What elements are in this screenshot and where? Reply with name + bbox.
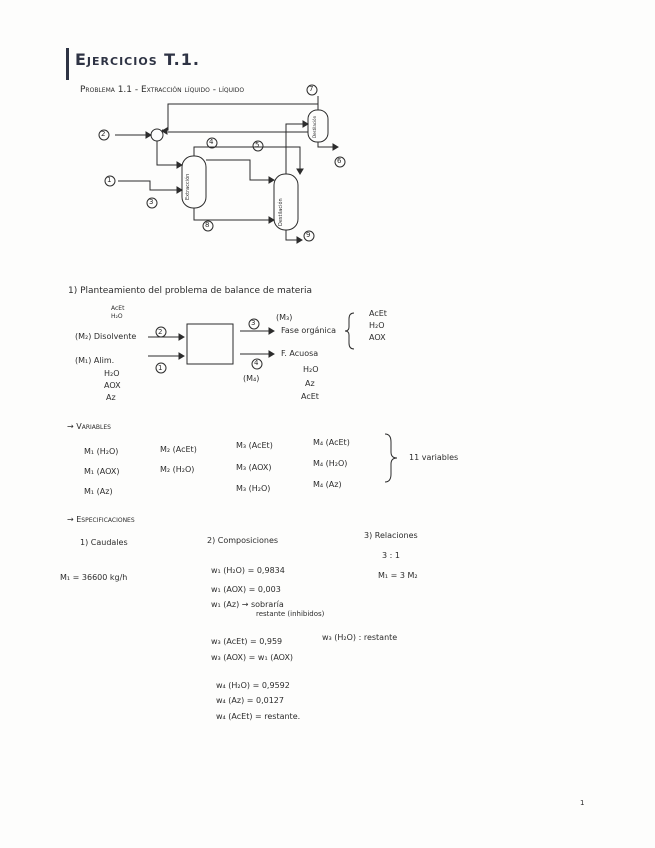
- stream-label-7: 7: [309, 85, 314, 93]
- stream-label-3: 3: [149, 198, 154, 206]
- var-m4-acet: M₄ (AcEt): [313, 438, 350, 447]
- relaciones-equation: M₁ = 3 M₂: [378, 571, 418, 580]
- outlet-bottom-comp-2: Az: [305, 379, 315, 388]
- stream-label-1: 1: [107, 176, 112, 184]
- stream-label-4: 4: [209, 138, 214, 146]
- var-m3-h2o: M₃ (H₂O): [236, 484, 271, 493]
- problem-heading: Problema 1.1 - Extracción líquido - líquido: [80, 85, 245, 95]
- var-m4-az: M₄ (Az): [313, 480, 342, 489]
- relaciones-heading: 3) Relaciones: [364, 531, 418, 540]
- inlet-bottom-comp-2: AOX: [104, 381, 121, 390]
- inlet-bottom-label: (M₁) Alim.: [75, 356, 115, 365]
- outlet-top-label: (M₃): [276, 313, 293, 322]
- comp-line-8: w₄ (H₂O) = 0,9592: [216, 681, 290, 690]
- var-m3-aox: M₃ (AOX): [236, 463, 272, 472]
- relaciones-ratio: 3 : 1: [382, 551, 400, 560]
- stream-label-9: 9: [306, 231, 311, 239]
- unit-label-extraction: Extracción: [185, 173, 191, 200]
- outlet-top-comp-2: H₂O: [369, 321, 385, 330]
- inlet-top-comp-2: H₂O: [111, 313, 123, 320]
- page-number: 1: [580, 799, 585, 807]
- var-m1-aox: M₁ (AOX): [84, 467, 120, 476]
- comp-line-6: w₃ (H₂O) : restante: [322, 633, 398, 642]
- outlet-bottom-comp-3: AcEt: [301, 392, 319, 401]
- variables-total: 11 variables: [409, 453, 459, 462]
- outlet-top-comp-3: AOX: [369, 333, 386, 342]
- inlet-bottom-stream: 1: [158, 364, 163, 372]
- outlet-bottom-stream: 4: [254, 359, 259, 367]
- stream-label-6: 6: [337, 157, 342, 165]
- comp-line-9: w₄ (Az) = 0,0127: [216, 696, 284, 705]
- inlet-bottom-comp-3: Az: [106, 393, 116, 402]
- stream-label-2: 2: [101, 130, 106, 138]
- comp-line-5: w₃ (AcEt) = 0,959: [211, 637, 283, 646]
- stream-label-5: 5: [255, 141, 260, 149]
- stream-label-8: 8: [205, 221, 210, 229]
- comp-line-1: w₁ (H₂O) = 0,9834: [211, 566, 285, 575]
- var-m2-acet: M₂ (AcEt): [160, 445, 197, 454]
- outlet-top-stream: 3: [251, 319, 256, 327]
- inlet-top-label: (M₂) Disolvente: [75, 332, 137, 341]
- inlet-top-comp-1: AcEt: [111, 305, 125, 312]
- inlet-top-stream: 2: [158, 328, 163, 336]
- var-m1-h2o: M₁ (H₂O): [84, 447, 119, 456]
- variables-heading: → Variables: [67, 422, 111, 431]
- comp-line-7: w₃ (AOX) = w₁ (AOX): [211, 653, 294, 662]
- comp-line-3: w₁ (Az) → sobraría: [211, 600, 284, 609]
- var-m4-h2o: M₄ (H₂O): [313, 459, 348, 468]
- outlet-bottom-comp-1: H₂O: [303, 365, 319, 374]
- var-m3-acet: M₃ (AcEt): [236, 441, 273, 450]
- comp-line-4: restante (inhibidos): [256, 610, 325, 618]
- outlet-bottom-label: (M₄): [243, 374, 260, 383]
- section1-heading: 1) Planteamiento del problema de balance de materia: [68, 286, 313, 296]
- outlet-bottom-name: F. Acuosa: [281, 349, 319, 358]
- comp-line-10: w₄ (AcEt) = restante.: [216, 712, 301, 721]
- specifications-heading: → Especificaciones: [67, 515, 135, 524]
- unit-label-distillation-1: Destilación: [278, 198, 284, 226]
- composiciones-heading: 2) Composiciones: [207, 536, 279, 545]
- outlet-top-comp-1: AcEt: [369, 309, 387, 318]
- outlet-top-name: Fase orgánica: [281, 326, 337, 335]
- var-m2-h2o: M₂ (H₂O): [160, 465, 195, 474]
- unit-label-distillation-2: Destilación: [312, 115, 317, 138]
- caudales-heading: 1) Caudales: [80, 538, 128, 547]
- var-m1-az: M₁ (Az): [84, 487, 113, 496]
- caudales-value: M₁ = 36600 kg/h: [60, 573, 128, 582]
- inlet-bottom-comp-1: H₂O: [104, 369, 120, 378]
- page-title: Ejercicios T.1.: [75, 50, 200, 69]
- comp-line-2: w₁ (AOX) = 0,003: [211, 585, 281, 594]
